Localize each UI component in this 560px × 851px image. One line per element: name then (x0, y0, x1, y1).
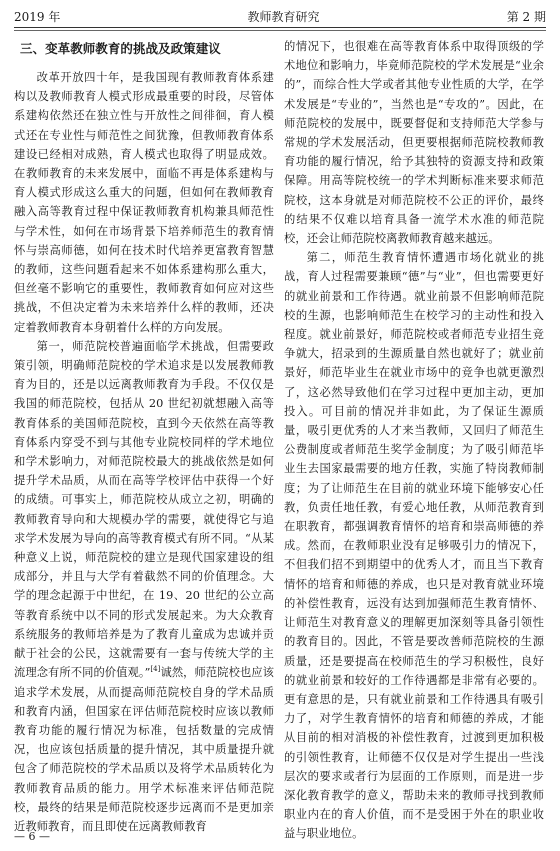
paragraph-continuation: 的情况下，也很难在高等教育体系中取得顶级的学术地位和影响力，毕竟师范院校的学术发展是“业余的”，而综合性大学或者其他专业性质的大学，在学术发展是“专业的”，当然也是“专攻的”。因此，在师范院校的发展中，既要督促和支持师范大学参与常规的学术发展活动，但更要根据师范院校教师教育功能的履行情况，给予其独特的资源支持和政策保障。用高等院校统一的学术判断标准来要求师范院校，这本身就是对师范院校不公正的评价，最终的结果不仅难以培育具备一流学术水准的师范院校，还会让师范院校离教师教育越来越远。 (284, 40, 544, 246)
header-year: 2019 年 (14, 9, 61, 24)
running-header (14, 6, 546, 26)
paragraph-first-challenge-tail: 诚然，师范院校也应该追求学术发展，从而提高师范院校自身的学术品质和教育内涵，但国家在评估师范院校时应该以教师教育功能的履行情况为标准，包括数量的完成情况，也应该包括质量的提升情况，其中质量提升就包含了师范院校的学术品质以及将学术品质转化为教师教育品质的能力。用学术标准来评估师范院校，最终的结果是师范院校逐步远离而不是更加亲近教师教育，而且即使在远离教师教育 (14, 666, 274, 833)
page-number: — 6 — (14, 830, 50, 843)
citation-reference: [4] (150, 665, 161, 674)
paragraph-intro: 改革开放四十年，是我国现有教师教育体系建构以及教师教育人模式形成最重要的时段，尽管体系建构依然还在独立性与开放性之间徘徊，育人模式还在专业性与师范性之间犹豫，但教师教育体系建设已经相对成熟，育人模式也取得了明显成效。在教师教育的未来发展中，面临不再是体系建构与育人模式形成这么重大的问题，但如何在教师教育融入高等教育过程中保证教师教育机构兼具师范性与学术性，如何在市场背景下培养师范生的教育情怀与崇高师德，如何在技术时代培养更富教育智慧的教师，这些问题看起来不如体系建构那么重大，但丝毫不影响它的重要性，教师教育如何应对这些挑战，不但决定着为未来培养什么样的教师，还决定着教师教育本身朝着什么样的方向发展。 (14, 71, 274, 334)
paragraph-first-challenge-text: 第一，师范院校普遍面临学术挑战，但需要政策引领，明确师范院校的学术追求是以发展教师教育为目的，还是以远离教师教育为手段。不仅仅是我国的师范院校，包括从 20 世纪初就想融入高等教育体系的美国师范院校，直到今天依然在高等教育体系内穿受不到与其他专业院校同样的学术地位和学术影响力，对师范院校最大的挑战依然是如何提升学术品质，从而在高等学校评估中获得一个好的成绩。可事实上，师范院校从成立之初，明确的教师教育导向和大规模办学的需要，就使得它与追求学术发展为导向的高等教育模式有所不同。“从某种意义上说，师范院校的建立是现代国家建设的组成部分，并且与大学有着截然不同的价值理念。大学的理念起源于中世纪，在 19、20 世纪的公立高等教育系统中以不同的形式发展起来。为大众教育系统服务的教师培养是为了教育儿童成为忠诚并贡献于社会的公民，这就需要有一套与传统大学的主流理念有所不同的价值观。” (14, 339, 274, 680)
header-rule-secondary (14, 30, 546, 31)
header-journal-title: 教师教育研究 (247, 9, 320, 24)
header-issue: 第 2 期 (506, 9, 546, 24)
right-column (284, 37, 544, 844)
section-heading: 三、变革教师教育的挑战及政策建议 (20, 41, 221, 56)
left-column (14, 40, 274, 836)
paragraph-second-challenge: 第二，师范生教育情怀遭遇市场化就业的挑战，育人过程需要兼顾“德”与“业”，但也需要更好的就业前景和工作待遇。就业前景不但影响师范院校的生源，也影响师范生在校学习的主动性和投入程度。就业前景好，师范院校或者师范专业招生竞争就大，招录到的生源质量自然也就好了；就业前景好，师范毕业生在就业市场中的竞争也就更激烈了，这必然导致他们在学习过程中更加主动，更加投入。可目前的情况并非如此，为了保证生源质量，吸引更优秀的人才来当教师，又回归了师范生公费制度或者师范生奖学金制度；为了吸引师范毕业生去国家最需要的地方任教，实施了特岗教师制度；为了让师范生在目前的就业环境下能够安心任教，负责任地任教，有爱心地任教，从师范教育到在职教育，都强调教育情怀的培育和崇高师德的养成。然而，在教师职业没有足够吸引力的情况下，不但我们招不到期望中的优秀人才，而且当下教育情怀的培育和师德的养成，也只是对教育就业环境的补偿性教育，远没有达到加强师范生教育情怀、让师范生对教育意义的理解更加深刻等具备引领性的教育目的。因此，不管是要改善师范院校的生源质量，还是要提高在校师范生的学习积极性，良好的就业前景和较好的工作待遇都是非常有必要的。更有意思的是，只有就业前景和工作待遇具有吸引力了，对学生教育情怀的培育和师德的养成，才能从目前的相对消极的补偿性教育，过渡到更加积极的引领性教育，让师德不仅仅是对学生提出一些浅层次的要求或者行为层面的工作原则，而是进一步深化教育教学的意义，帮助未来的教师寻找到教师职业内在的育人价值，而不是受困于外在的职业收益与职业地位。 (284, 251, 544, 841)
header-rule (14, 27, 546, 28)
paragraph-first-challenge (14, 337, 274, 836)
